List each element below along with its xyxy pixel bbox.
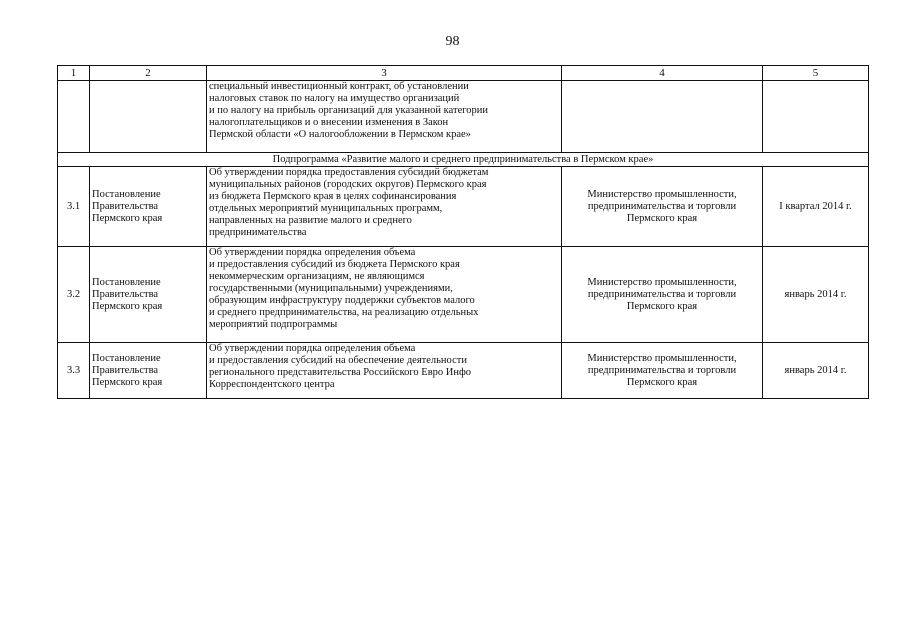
table-row	[58, 247, 869, 343]
continuation-row	[58, 81, 869, 153]
continuation-description: специальный инвестиционный контракт, об установлении налоговых ставок по налогу на имущество организаций и по налогу на прибыль организаций для указанной категории налогоплательщиков и о внесении изменения в Закон Пермской области «О налогообложении в Пермском крае»	[209, 81, 489, 140]
deadline: январь 2014 г.	[763, 247, 869, 343]
measures-table	[57, 65, 869, 399]
deadline: I квартал 2014 г.	[763, 167, 869, 247]
responsible-body: Министерство промышленности, предпринимательства и торговли Пермского края	[587, 188, 737, 224]
measure-description: Об утверждении порядка определения объема и предоставления субсидий из бюджета Пермского края некоммерческим организациям, не являющимся государственными (муниципальными) учреждениями, образующим инфраструктуру поддержки субъектов малого и среднего предпринимательства, на реализацию отдельных мероприятий подпрограммы	[209, 247, 479, 330]
measure-description: Об утверждении порядка предоставления субсидий бюджетам муниципальных районов (городских округов) Пермского края из бюджета Пермского края в целях софинансирования отдельных мероприятий муниципальных программ, направленных на развитие малого и среднего предпринимательства	[209, 167, 489, 238]
column-number-header	[58, 66, 869, 81]
table-row	[58, 343, 869, 399]
column-header: 5	[763, 66, 869, 81]
responsible-body: Министерство промышленности, предпринимательства и торговли Пермского края	[587, 352, 737, 388]
column-header: 2	[90, 66, 207, 81]
responsible-body: Министерство промышленности, предпринимательства и торговли Пермского края	[587, 276, 737, 312]
subprogram-title: Подпрограмма «Развитие малого и среднего предпринимательства в Пермском крае»	[58, 153, 869, 167]
document-type: Постановление Правительства Пермского края	[92, 188, 163, 224]
row-number: 3.1	[58, 167, 90, 247]
subprogram-row	[58, 153, 869, 167]
measure-description: Об утверждении порядка определения объема и предоставления субсидий на обеспечение деятельности регионального представительства Российского Евро Инфо Корреспондентского центра	[209, 343, 472, 390]
column-header: 4	[562, 66, 763, 81]
row-number: 3.3	[58, 343, 90, 399]
deadline: январь 2014 г.	[763, 343, 869, 399]
column-header: 1	[58, 66, 90, 81]
column-header: 3	[207, 66, 562, 81]
page-number: 98	[445, 34, 460, 49]
document-type: Постановление Правительства Пермского края	[92, 276, 163, 312]
table-row	[58, 167, 869, 247]
document-type: Постановление Правительства Пермского края	[92, 352, 163, 388]
row-number: 3.2	[58, 247, 90, 343]
